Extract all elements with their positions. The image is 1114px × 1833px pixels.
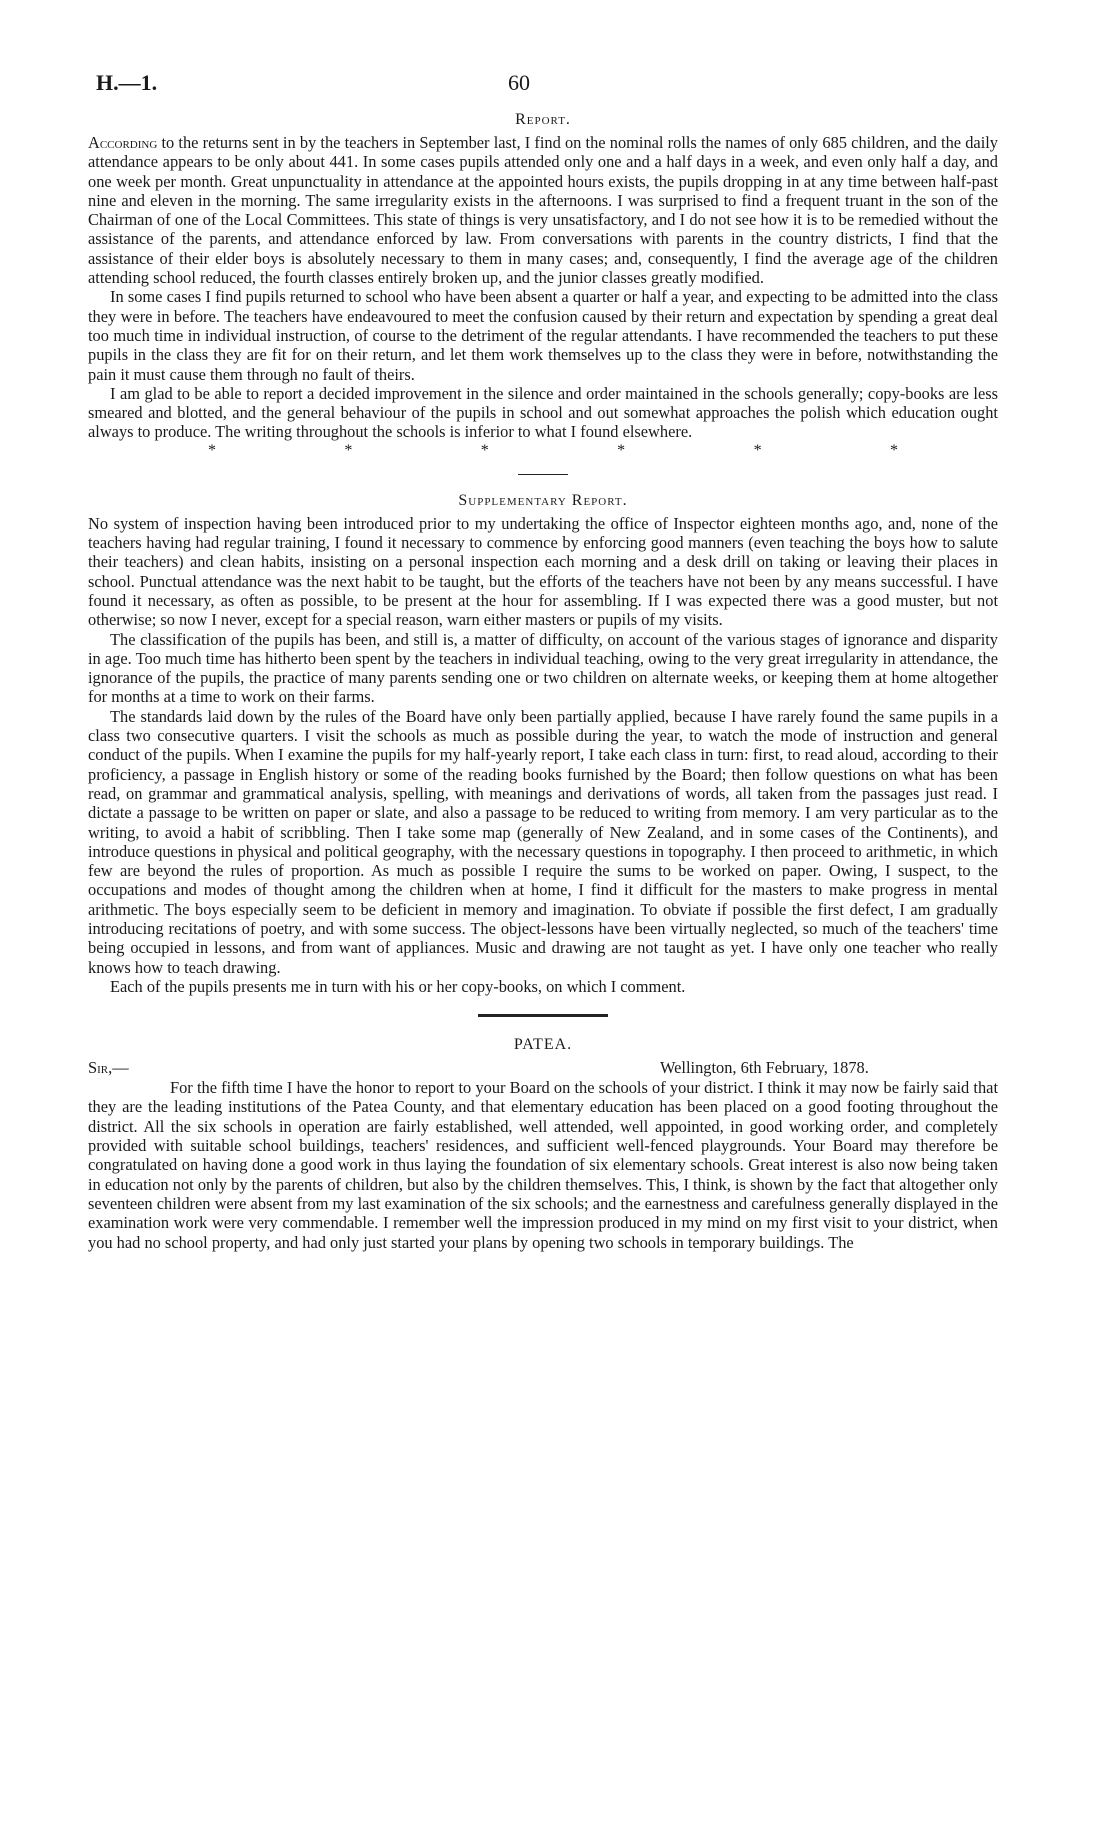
page-number: 60 <box>508 70 530 95</box>
patea-heading: PATEA. <box>513 1036 573 1054</box>
report-paragraph-1-text: to the returns sent in by the teachers in September last, I find on the nominal rolls the names of only 685 children, and the daily attendance appears to be only about 441. In some cases pupils attended only one and a half days in a week, and even only half a day, and one week per month. Great unpunctuality in attendance at the appointed hours exists, the pupils dropping in at any time between half-past nine and eleven in the morning. The same irregularity exists in the afternoons. I was surprised to find a frequent truant in the son of the Chairman of one of the Local Committees. This state of things is very unsatisfactory, and I do not see how it is to be remedied without the assistance of the parents, and attendance enforced by law. From conversations with parents in the country districts, I find that the assistance of their elder boys is absolutely necessary to them in many cases; and, consequently, I find the average age of the children attending school reduced, the fourth classes entirely broken up, and the junior classes greatly modified. <box>88 133 998 288</box>
asterisk: * <box>889 441 898 459</box>
report-lead-word: According <box>88 133 158 152</box>
asterisk-break <box>88 442 998 460</box>
supplementary-paragraph-4: Each of the pupils presents me in turn with his or her copy-books, on which I comment. <box>110 976 686 996</box>
asterisk: * <box>480 441 489 459</box>
document-reference: H.—1. <box>96 70 158 95</box>
supplementary-report-heading: Supplementary Report. <box>458 491 628 509</box>
section-divider <box>518 474 568 475</box>
report-divider <box>478 1014 608 1017</box>
asterisk: * <box>344 441 353 459</box>
letter-opening <box>88 1058 998 1078</box>
supplementary-paragraph-3: The standards laid down by the rules of the Board have only been partially applied, because I have rarely found the same pupils in a class two consecutive quarters. I visit the schools as much as possible during the year, to watch the mode of instruction and general conduct of the pupils. When I examine the pupils for my half-yearly report, I take each class in turn: first, to read aloud, according to their proficiency, a passage in English history or some of the reading books furnished by the Board; then follow questions on what has been read, on grammar and grammatical analysis, spelling, with meanings and derivations of words, all taken from the passages just read. I dictate a passage to be written on paper or slate, and also a passage to be reduced to writing from memory. I am very particular as to the writing, to avoid a habit of scribbling. Then I take some map (generally of New Zealand, and in some cases of the Continents), and introduce questions in physical and political geography, with the necessary questions in topography. I then proceed to arithmetic, in which few are beyond the rules of proportion. As much as possible I require the sums to be worked on paper. Owing, I suspect, to the occupations and modes of thought among the children when at home, I find it difficult for the masters to make progress in mental arithmetic. The boys especially seem to be deficient in memory and imagination. To obviate if possible the first defect, I am gradually introducing recitations of poetry, and with some success. The object-lessons have been virtually neglected, so much of the teachers' time being occupied in lessons, and from want of appliances. Music and drawing are not taught as yet. I have only one teacher who really knows how to teach drawing. <box>88 706 998 977</box>
running-head <box>88 70 998 110</box>
report-heading: Report. <box>515 111 571 128</box>
document-page <box>88 70 998 1252</box>
report-paragraph-1 <box>88 133 998 287</box>
dateline: Wellington, 6th February, 1878. <box>660 1058 869 1078</box>
supplementary-paragraph-1: No system of inspection having been introduced prior to my undertaking the office of Inspector eighteen months ago, and, none of the teachers having had regular training, I found it necessary to commence by enforcing good manners (even teaching the boys how to salute their teachers) and clean habits, insisting on a personal inspection each morning and a desk drill on taking or leaving their places in school. Punctual attendance was the next habit to be taught, but the efforts of the teachers have not been by any means successful. I have found it necessary, as often as possible, to be present at the hour for assembling. If I was expected there was a good muster, but not otherwise; so now I never, except for a special reason, warn either masters or pupils of my visits. <box>88 513 998 630</box>
salutation: Sir,— <box>88 1058 129 1078</box>
supplementary-paragraph-2: The classification of the pupils has been, and still is, a matter of difficulty, on account of the various stages of ignorance and disparity in age. Too much time has hitherto been spent by the teachers in individual teaching, owing to the very great irregularity in attendance, the ignorance of the pupils, the practice of many parents sending one or two children on alternate weeks, or keeping them at home altogether for months at a time to work on their farms. <box>88 629 998 707</box>
report-paragraph-2: In some cases I find pupils returned to school who have been absent a quarter or half a year, and expecting to be admitted into the class they were in before. The teachers have endeavoured to meet the confusion caused by their return and expectation by spending a great deal too much time in individual instruction, of course to the detriment of the regular attendants. I have recommended the teachers to put these pupils in the class they are fit for on their return, and let them work themselves up to the class they were in before, notwithstanding the pain it must cause them through no fault of theirs. <box>88 287 998 384</box>
patea-paragraph-1: For the fifth time I have the honor to report to your Board on the schools of your district. I think it may now be fairly said that they are the leading institutions of the Patea County, and that elementary education has been placed on a good footing throughout the district. All the six schools in operation are fairly established, well attended, well appointed, in good working order, and completely provided with suitable school buildings, teachers' residences, and sufficient well-fenced playgrounds. Your Board may therefore be congratulated on having done a good work in thus laying the foundation of six elementary schools. Great interest is also now being taken in education not only by the parents of children, but also by the children themselves. This, I think, is shown by the fact that altogether only seventeen children were absent from my last examination of the six schools; and the earnestness and carefulness generally displayed in the examination work were very commendable. I remember well the impression produced in my mind on my first visit to your district, when you had no school property, and had only just started your plans by opening two schools in temporary buildings. The <box>88 1078 998 1252</box>
asterisk: * <box>208 441 216 459</box>
report-paragraph-3: I am glad to be able to report a decided improvement in the silence and order maintained in the schools generally; copy-books are less smeared and blotted, and the general behaviour of the pupils in school and out somewhat approaches the polish which education ought always to produce. The writing throughout the schools is inferior to what I found elsewhere. <box>88 383 998 442</box>
asterisk: * <box>617 441 626 459</box>
asterisk: * <box>753 441 762 459</box>
